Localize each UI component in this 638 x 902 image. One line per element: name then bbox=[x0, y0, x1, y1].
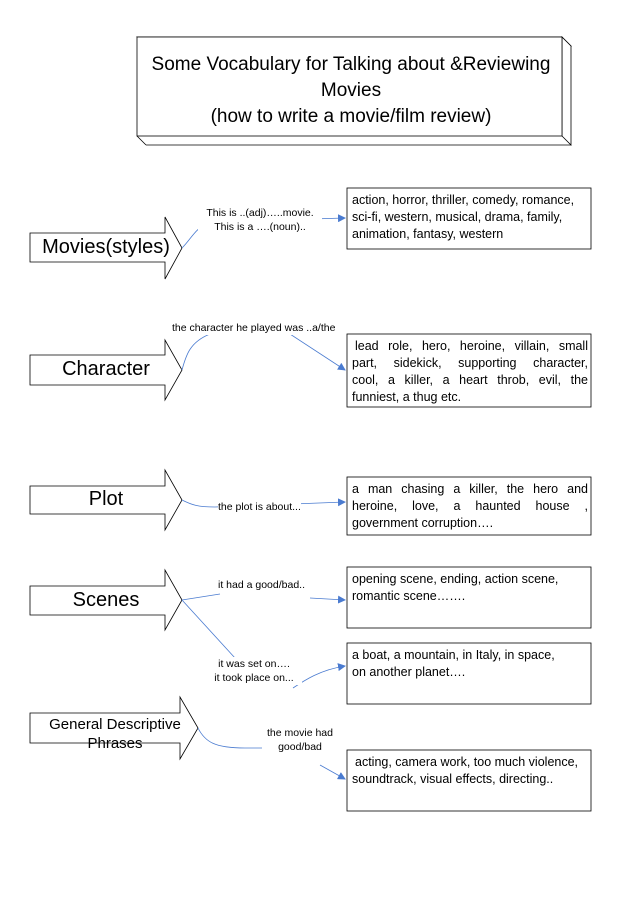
title-line-3: (how to write a movie/film review) bbox=[210, 106, 492, 127]
category-label-movies: Movies(styles) bbox=[42, 236, 170, 258]
box-text-movies: action, horror, thriller, comedy, romance, sci-fi, western, musical, drama, family, animation, fantasy, western bbox=[352, 193, 575, 241]
connector-text-plot: the plot is about... bbox=[218, 501, 301, 513]
box-text-character: lead role, hero, heroine, villain, small part, sidekick, supporting character, cool, a killer, a heart throb, evil, the funniest, a thug etc. bbox=[352, 339, 588, 404]
category-label-scenes: Scenes bbox=[72, 589, 140, 611]
box-text-scenes-good: opening scene, ending, action scene, romantic scene……. bbox=[352, 572, 559, 603]
box-text-scenes-set: a boat, a mountain, in Italy, in space, on another planet…. bbox=[352, 648, 555, 679]
connector-text-scenes-set: it was set on…. it took place on... bbox=[206, 657, 302, 685]
connector-text-character: the character he played was ..a/the bbox=[172, 322, 336, 334]
box-text-general: acting, camera work, too much violence, soundtrack, visual effects, directing.. bbox=[352, 755, 579, 786]
page-title bbox=[138, 52, 564, 130]
category-label-general: General Descriptive Phrases bbox=[49, 716, 181, 752]
category-label-plot: Plot bbox=[88, 488, 124, 510]
title-line-1: Some Vocabulary for Talking about &Reviewing bbox=[151, 54, 551, 75]
box-text-plot: a man chasing a killer, the hero and heroine, love, a haunted house , government corruption…. bbox=[352, 482, 588, 530]
connector-line-character bbox=[182, 334, 345, 370]
category-label-character: Character bbox=[62, 358, 150, 380]
connector-line-scenes-good bbox=[182, 594, 345, 600]
connector-text-scenes-good: it had a good/bad.. bbox=[218, 579, 305, 591]
title-line-2: Movies bbox=[320, 80, 382, 101]
connector-text-general: the movie had good/bad bbox=[262, 726, 338, 754]
connector-text-movies: This is ..(adj)…..movie. This is a ….(noun).. bbox=[198, 206, 322, 234]
